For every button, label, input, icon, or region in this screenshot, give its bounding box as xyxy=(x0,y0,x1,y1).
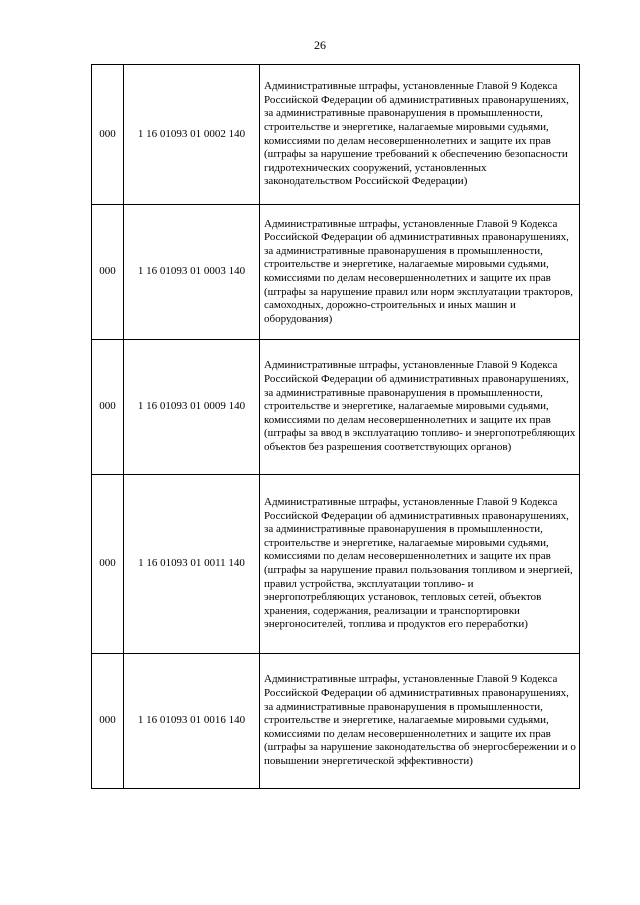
kbk-code-cell: 1 16 01093 01 0009 140 xyxy=(124,340,260,475)
kbk-code-cell: 1 16 01093 01 0003 140 xyxy=(124,205,260,340)
kbk-code-cell: 1 16 01093 01 0011 140 xyxy=(124,475,260,654)
table-row xyxy=(92,340,580,475)
admin-code-cell: 000 xyxy=(92,205,124,340)
kbk-code-cell: 1 16 01093 01 0002 140 xyxy=(124,65,260,205)
table-row xyxy=(92,475,580,654)
table-row xyxy=(92,654,580,789)
admin-code-cell: 000 xyxy=(92,65,124,205)
description-cell: Административные штрафы, установленные Главой 9 Кодекса Российской Федерации об административных правонарушениях, за административные правонарушения в промышленности, строительстве и энергетике, налагаемые мировыми судьями, комиссиями по делам несовершеннолетних и защите их прав (штрафы за нарушение правил или норм эксплуатации тракторов, самоходных, дорожно-строительных и иных машин и оборудования) xyxy=(260,205,580,340)
admin-code-cell: 000 xyxy=(92,340,124,475)
table-row xyxy=(92,205,580,340)
admin-code-cell: 000 xyxy=(92,654,124,789)
page-number: 26 xyxy=(314,38,326,52)
description-cell: Административные штрафы, установленные Главой 9 Кодекса Российской Федерации об административных правонарушениях, за административные правонарушения в промышленности, строительстве и энергетике, налагаемые мировыми судьями, комиссиями по делам несовершеннолетних и защите их прав (штрафы за нарушение требований к обеспечению безопасности гидротехнических сооружений, установленных законодательством Российской Федерации) xyxy=(260,65,580,205)
description-cell: Административные штрафы, установленные Главой 9 Кодекса Российской Федерации об административных правонарушениях, за административные правонарушения в промышленности, строительстве и энергетике, налагаемые мировыми судьями, комиссиями по делам несовершеннолетних и защите их прав (штрафы за нарушение законодательства об энергосбережении и о повышении энергетической эффективности) xyxy=(260,654,580,789)
description-cell: Административные штрафы, установленные Главой 9 Кодекса Российской Федерации об административных правонарушениях, за административные правонарушения в промышленности, строительстве и энергетике, налагаемые мировыми судьями, комиссиями по делам несовершеннолетних и защите их прав (штрафы за нарушение правил пользования топливом и энергией, правил устройства, эксплуатации топливо- и энергопотребляющих установок, тепловых сетей, объектов хранения, содержания, реализации и транспортировки энергоносителей, топлива и продуктов его переработки) xyxy=(260,475,580,654)
budget-classification-table xyxy=(91,64,580,789)
kbk-code-cell: 1 16 01093 01 0016 140 xyxy=(124,654,260,789)
description-cell: Административные штрафы, установленные Главой 9 Кодекса Российской Федерации об административных правонарушениях, за административные правонарушения в промышленности, строительстве и энергетике, налагаемые мировыми судьями, комиссиями по делам несовершеннолетних и защите их прав (штрафы за ввод в эксплуатацию топливо- и энергопотребляющих объектов без разрешения соответствующих органов) xyxy=(260,340,580,475)
admin-code-cell: 000 xyxy=(92,475,124,654)
table-row xyxy=(92,65,580,205)
